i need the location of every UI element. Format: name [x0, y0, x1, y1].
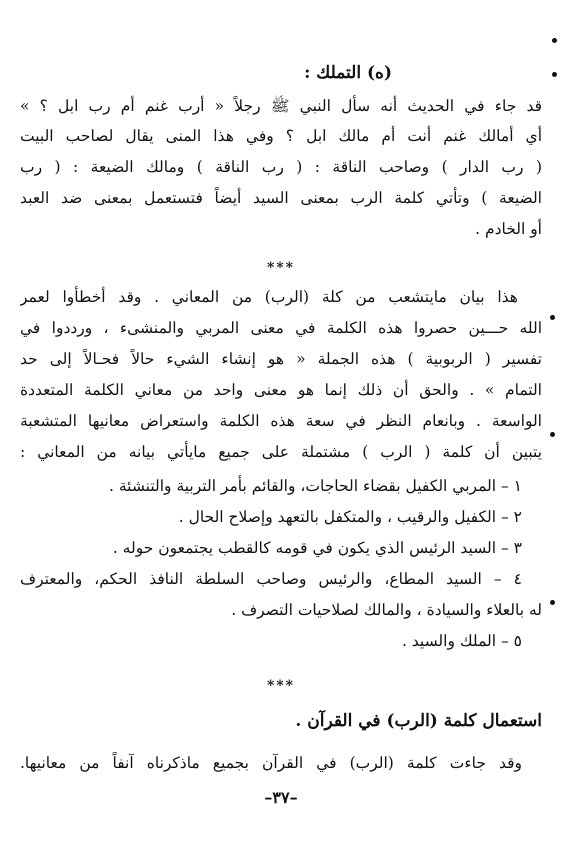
paragraph-line: ( رب الدار ) وصاحب الناقة : ( رب الناقة ) ومالك الضيعة : ( رب	[20, 158, 542, 176]
section-heading: استعمال كلمة (الرب) في القرآن .	[295, 711, 542, 731]
paragraph-line: هذا بيان مايتشعب من كلة (الرب) من المعاني . وقد أخطأوا لعمر	[20, 288, 518, 306]
page-number: –٣٧–	[264, 788, 298, 807]
list-item: ٥ – الملك والسيد .	[401, 632, 522, 650]
list-item: ٣ – السيد الرئيس الذي يكون في قومه كالقطب يجتمعون حوله .	[112, 539, 522, 557]
paragraph-line: الضيعة ) وتأتي كلمة الرب بمعنى السيد أيضاً فتستعمل بمعنى ضد العبد	[20, 189, 542, 207]
paragraph-line: الواسعة . وبانعام النظر في سعة هذه الكلمة واستعراض معانيها المتشعبة	[20, 412, 542, 430]
margin-mark	[552, 72, 557, 77]
margin-mark	[552, 38, 557, 43]
list-item: ١ – المربي الكفيل بقضاء الحاجات، والقائم بأمر التربية والتنشئة .	[108, 477, 522, 495]
margin-mark	[550, 432, 555, 437]
book-page	[20, 30, 542, 830]
paragraph-line: يتبين أن كلمة ( الرب ) مشتملة على جميع مايأتي بيانه من المعاني :	[20, 443, 542, 461]
paragraph-line: الله حـــين حصروا هذه الكلمة في معنى المربي والمنشىء ، ورددوا في	[20, 319, 542, 337]
list-item: ٤ – السيد المطاع، والرئيس وصاحب السلطة النافذ الحكم، والمعترف	[20, 570, 522, 588]
paragraph-line: التمام » . والحق أن ذلك إنما هو معنى واحد من معاني الكلمة المتعددة	[20, 381, 542, 399]
margin-mark	[550, 315, 555, 320]
paragraph-line: أي أمالك غنم أنت أم مالك ابل ؟ وفي هذا المنى يقال لصاحب البيت	[20, 127, 542, 145]
paragraph-line: وقد جاءت كلمة (الرب) في القرآن بجميع ماذكرناه آنفاً من معانيها.	[20, 754, 522, 772]
section-heading: (ه) التملك :	[304, 63, 392, 83]
paragraph-line: قد جاء في الحديث أنه سأل النبي ﷺ رجلاً « أرب غنم أم رب ابل ؟ »	[20, 97, 542, 115]
paragraph-line: أو الخادم .	[475, 220, 542, 238]
list-item: ٢ – الكفيل والرقيب ، والمتكفل بالتعهد وإصلاح الحال .	[178, 508, 522, 526]
margin-mark	[550, 600, 555, 605]
section-separator: ***	[267, 678, 295, 694]
section-separator: ***	[267, 260, 295, 276]
paragraph-line: تفسير ( الربوبية ) هذه الجملة « هو إنشاء الشيء حالاً فحـالاً إلى حد	[20, 350, 542, 368]
list-item-continuation: له بالعلاء والسيادة ، والمالك لصلاحيات التصرف .	[231, 601, 542, 619]
